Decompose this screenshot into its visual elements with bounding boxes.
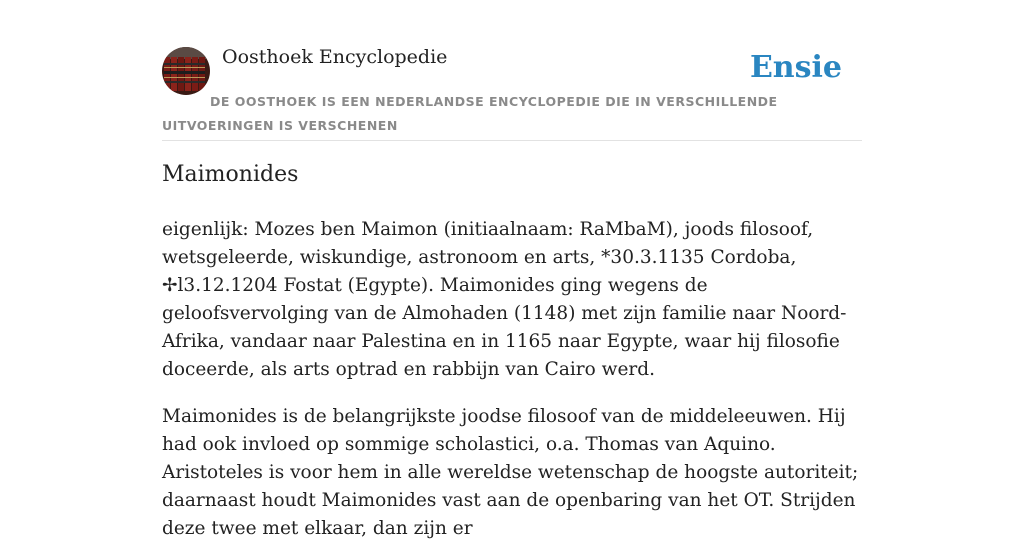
article-title: Maimonides xyxy=(162,162,299,187)
article-paragraph-2: Maimonides is de belangrijkste joodse filosoof van de middeleeuwen. Hij had ook invloed op sommige scholastici, o.a. Thomas van Aquino. Aristoteles is voor hem in alle wereldse wetenschap de hoogste autoriteit; daarnaast houdt Maimonides vast aan de openbaring van het OT. Strijden deze twee met elkaar, dan zijn er xyxy=(162,406,859,539)
page-container xyxy=(162,0,862,539)
site-header xyxy=(162,0,862,141)
ensie-brand-logo[interactable]: Ensie xyxy=(749,50,842,85)
site-tagline: DE OOSTHOEK IS EEN NEDERLANDSE ENCYCLOPEDIE DIE IN VERSCHILLENDE UITVOERINGEN IS VERSCHENEN xyxy=(162,94,778,133)
encyclopedia-books-avatar-icon[interactable] xyxy=(162,47,210,95)
article-paragraph-1: eigenlijk: Mozes ben Maimon (initiaalnaam: RaMbaM), joods filosoof, wetsgeleerde, wiskundige, astronoom en arts, *30.3.1135 Cordoba, ✢l3.12.1204 Fostat (Egypte). Maimonides ging wegens de geloofsvervolging van de Almohaden (1148) met zijn familie naar Noord-Afrika, vandaar naar Palestina en in 1165 naar Egypte, waar hij filosofie doceerde, als arts optrad en rabbijn van Cairo werd. xyxy=(162,219,847,380)
site-name-link[interactable]: Oosthoek Encyclopedie xyxy=(222,46,448,68)
